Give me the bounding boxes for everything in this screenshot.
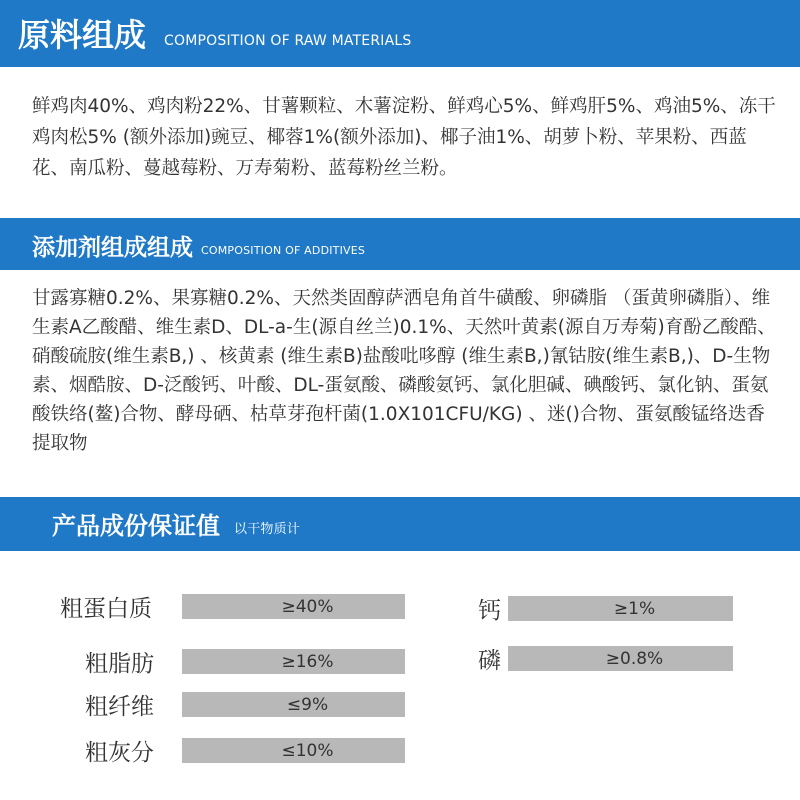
additives-title: 添加剂组成组成: [32, 235, 193, 261]
raw-materials-text: 鲜鸡肉40%、鸡肉粉22%、甘薯颗粒、木薯淀粉、鲜鸡心5%、鲜鸡肝5%、鸡油5%、冻干鸡肉松5% (额外添加)豌豆、椰蓉1%(额外添加)、椰子油1%、胡萝卜粉、苹果粉、西蓝花、南瓜粉、蔓越莓粉、万寿菊粉、蓝莓粉丝兰粉。: [32, 96, 776, 179]
additives-subtitle: COMPOSITION OF ADDITIVES: [201, 244, 366, 257]
additives-header: [0, 218, 800, 270]
guarantee-label-fiber: 粗纤维: [85, 694, 154, 720]
guarantee-value-bar-fiber: [182, 692, 405, 717]
guarantee-value-bar-phosphorus: [508, 646, 733, 671]
guarantee-label-ash: 粗灰分: [85, 740, 154, 766]
guarantee-value-bar-calcium: [508, 596, 733, 621]
guarantee-subtitle: 以干物质计: [234, 522, 301, 537]
guarantee-value-protein: ≥40%: [281, 596, 334, 617]
guarantee-title: 产品成份保证值: [52, 512, 220, 540]
guarantee-value-bar-protein: [182, 594, 405, 619]
guarantee-header: [0, 497, 800, 551]
guarantee-row-fat: [85, 645, 405, 678]
guarantee-label-protein: 粗蛋白质: [60, 596, 152, 622]
guarantee-row-calcium: [478, 592, 733, 625]
guarantee-row-protein: [60, 590, 405, 623]
raw-materials-header: [0, 0, 800, 67]
guarantee-label-fat: 粗脂肪: [85, 651, 154, 677]
guarantee-value-calcium: ≥1%: [613, 598, 656, 619]
guarantee-row-fiber: [85, 688, 405, 721]
guarantee-value-bar-ash: [182, 738, 405, 763]
raw-materials-title: 原料组成: [18, 16, 147, 54]
guarantee-value-fat: ≥16%: [281, 651, 334, 672]
guarantee-row-ash: [85, 734, 405, 767]
guarantee-value-bar-fat: [182, 649, 405, 674]
raw-materials-subtitle: COMPOSITION OF RAW MATERIALS: [164, 33, 412, 49]
guarantee-label-phosphorus: 磷: [478, 648, 501, 674]
guarantee-value-phosphorus: ≥0.8%: [605, 648, 664, 669]
additives-text: 甘露寡糖0.2%、果寡糖0.2%、天然类固醇萨洒皂角首牛磺酸、卵磷脂 （蛋黄卵磷脂）、维生素A乙酸醋、维生素D、DL-a-生(源自丝兰)0.1%、天然叶黄素(源自万寿菊)育酚乙酸酷、硝酸硫胺(维生素B,) 、核黄素 (维生素B)盐酸吡哆醇 (维生素B,)氰钴胺(维生素B,)、D-生物素、烟酷胺、D-泛酸钙、叶酸、DL-蛋氨酸、磷酸氨钙、氯化胆碱、碘酸钙、氯化钠、蛋氨酸铁络(鳌)合物、酵母硒、枯草芽孢杆菌(1.0X101CFU/KG) 、迷()合物、蛋氨酸锰络迭香提取物: [32, 288, 776, 454]
guarantee-label-calcium: 钙: [478, 598, 501, 624]
guarantee-row-phosphorus: [478, 642, 733, 675]
guarantee-value-ash: ≤10%: [281, 740, 334, 761]
guarantee-value-fiber: ≤9%: [286, 694, 329, 715]
